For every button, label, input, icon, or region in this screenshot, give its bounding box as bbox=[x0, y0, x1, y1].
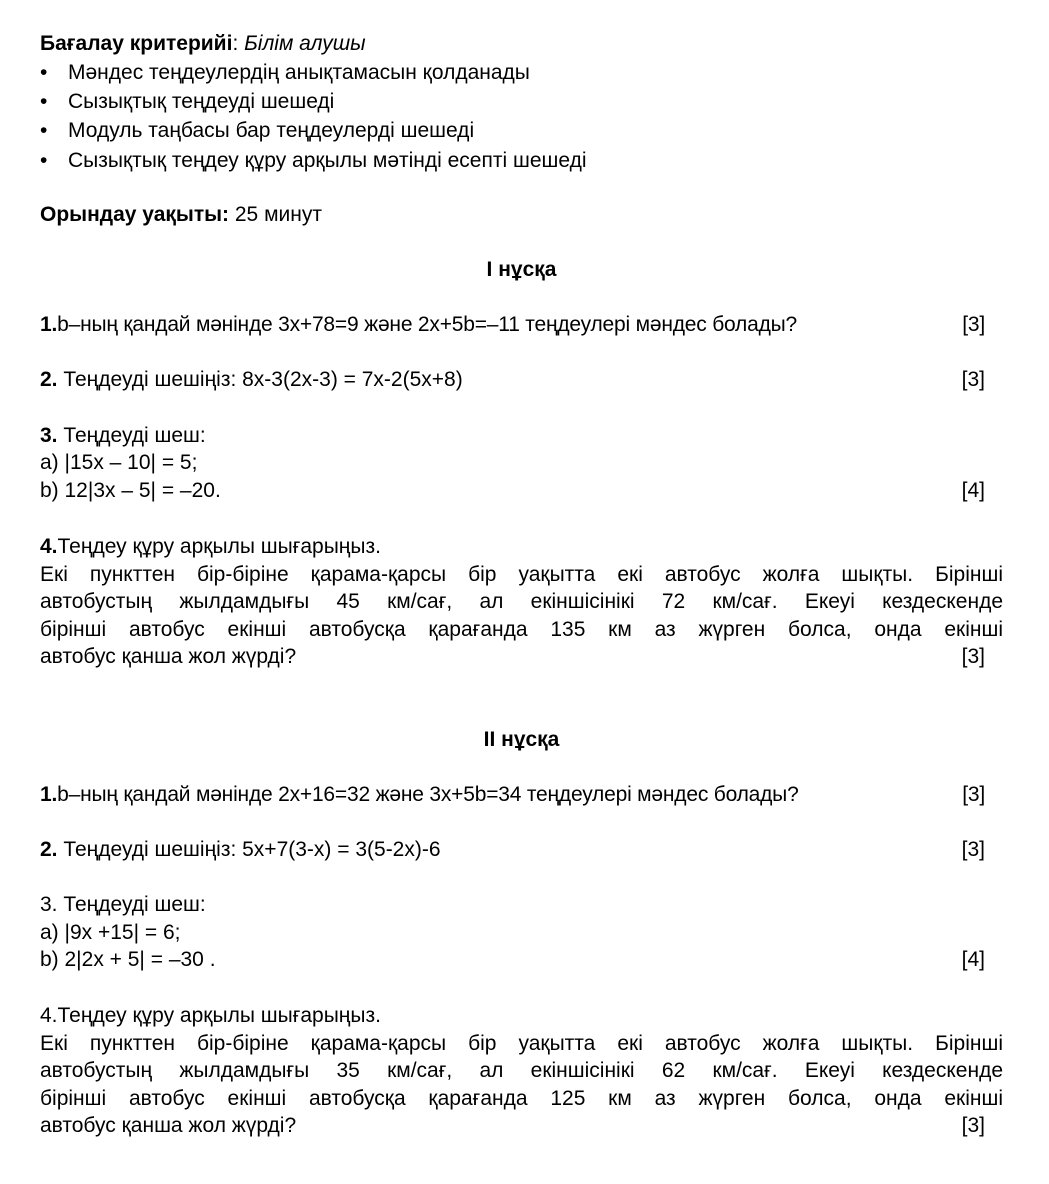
question-text: Теңдеуді шешіңіз: 8х-3(2х-3) = 7х-2(5х+8) bbox=[57, 368, 463, 391]
variant-title: I нұсқа bbox=[486, 258, 557, 281]
criteria-item bbox=[40, 89, 1003, 115]
question-text: автобус қанша жол жүрді? bbox=[40, 645, 297, 668]
question-text: b–ның қандай мәнінде 3x+78=9 және 2x+5b=–11 теңдеулері мәндес болады? bbox=[57, 313, 797, 336]
question-text: b) 2|2x + 5| = –30 . bbox=[40, 948, 216, 971]
question-number: 2. bbox=[40, 368, 58, 391]
criteria-label: Бағалау критерийі bbox=[40, 32, 233, 55]
question-mark-score: [3] bbox=[961, 645, 985, 668]
criteria-item-text: Модуль таңбасы бар теңдеулерді шешеді bbox=[68, 119, 475, 142]
question-4-last-line bbox=[40, 1113, 1003, 1139]
bullet-icon: • bbox=[40, 61, 48, 84]
question-text: Теңдеу құру арқылы шығарыңыз. bbox=[57, 535, 381, 558]
question-mark-score: [3] bbox=[962, 313, 985, 336]
question-number: 3. bbox=[40, 424, 58, 447]
question-number: 3. bbox=[40, 893, 58, 916]
question-mark-score: [3] bbox=[961, 368, 985, 391]
question-mark-score: [3] bbox=[962, 783, 985, 806]
question-4-line: Екі пункттен бір-біріне қарама-қарсы бір уақытта екі автобус жолға шықты. Бірінші bbox=[40, 563, 1003, 586]
question-text: b–ның қандай мәнінде 2x+16=32 және 3x+5b=34 теңдеулері мәндес болады? bbox=[57, 783, 799, 806]
variant-title: II нұсқа bbox=[483, 728, 560, 751]
criteria-header bbox=[40, 31, 1003, 57]
question-3 bbox=[40, 423, 1003, 449]
question-text: Теңдеуді шеш: bbox=[57, 424, 206, 447]
question-text: Теңдеуді шешіңіз: 5х+7(3-х) = 3(5-2х)-6 bbox=[57, 838, 441, 861]
question-text: Теңдеуді шеш: bbox=[57, 893, 206, 916]
question-1 bbox=[40, 782, 1003, 808]
criteria-item-text: Мәндес теңдеулердің анықтамасын қолданады bbox=[68, 61, 530, 84]
question-4 bbox=[40, 534, 1003, 560]
question-3a: a) |15x – 10| = 5; bbox=[40, 451, 198, 474]
criteria-item-text: Сызықтық теңдеуді шешеді bbox=[68, 90, 335, 113]
question-4-line: автобустың жылдамдығы 35 км/сағ, ал екіншісінікі 62 км/сағ. Екеуі кездескенде bbox=[40, 1059, 1003, 1082]
question-3a: a) |9x +15| = 6; bbox=[40, 921, 181, 944]
question-4-last-line bbox=[40, 644, 1003, 670]
question-number: 4. bbox=[40, 1004, 58, 1027]
question-4-line: бірінші автобус екінші автобусқа қарағанда 135 км аз жүрген болса, онда екінші bbox=[40, 618, 1003, 641]
criteria-item bbox=[40, 148, 1003, 174]
time-value: 25 минут bbox=[229, 203, 322, 226]
criteria-item bbox=[40, 118, 1003, 144]
bullet-icon: • bbox=[40, 119, 48, 142]
bullet-icon: • bbox=[40, 90, 48, 113]
question-mark-score: [3] bbox=[961, 1114, 985, 1137]
question-mark-score: [4] bbox=[961, 479, 985, 502]
bullet-icon: • bbox=[40, 149, 48, 172]
question-3b bbox=[40, 947, 1003, 973]
question-text: b) 12|3x – 5| = –20. bbox=[40, 479, 221, 502]
question-number: 1. bbox=[40, 783, 58, 806]
time-line bbox=[40, 202, 1003, 228]
criteria-subject: Білім алушы bbox=[244, 32, 366, 55]
question-2 bbox=[40, 837, 1003, 863]
question-mark-score: [4] bbox=[961, 948, 985, 971]
question-4-line: Екі пункттен бір-біріне қарама-қарсы бір уақытта екі автобус жолға шықты. Бірінші bbox=[40, 1032, 1003, 1055]
question-number: 4. bbox=[40, 535, 58, 558]
time-label: Орындау уақыты: bbox=[40, 203, 230, 226]
question-3 bbox=[40, 892, 1003, 918]
question-text: автобус қанша жол жүрді? bbox=[40, 1114, 297, 1137]
question-text: Теңдеу құру арқылы шығарыңыз. bbox=[57, 1004, 381, 1027]
question-4-line: бірінші автобус екінші автобусқа қарағанда 125 км аз жүрген болса, онда екінші bbox=[40, 1087, 1003, 1110]
criteria-item bbox=[40, 60, 1003, 86]
criteria-item-text: Сызықтық теңдеу құру арқылы мәтінді есепті шешеді bbox=[68, 149, 587, 172]
question-number: 1. bbox=[40, 313, 58, 336]
question-3b bbox=[40, 478, 1003, 504]
question-2 bbox=[40, 367, 1003, 393]
criteria-separator: : bbox=[232, 32, 245, 55]
question-number: 2. bbox=[40, 838, 58, 861]
question-4 bbox=[40, 1003, 1003, 1029]
question-1 bbox=[40, 312, 1003, 338]
question-mark-score: [3] bbox=[961, 838, 985, 861]
question-4-line: автобустың жылдамдығы 45 км/сағ, ал екіншісінікі 72 км/сағ. Екеуі кездескенде bbox=[40, 590, 1003, 613]
